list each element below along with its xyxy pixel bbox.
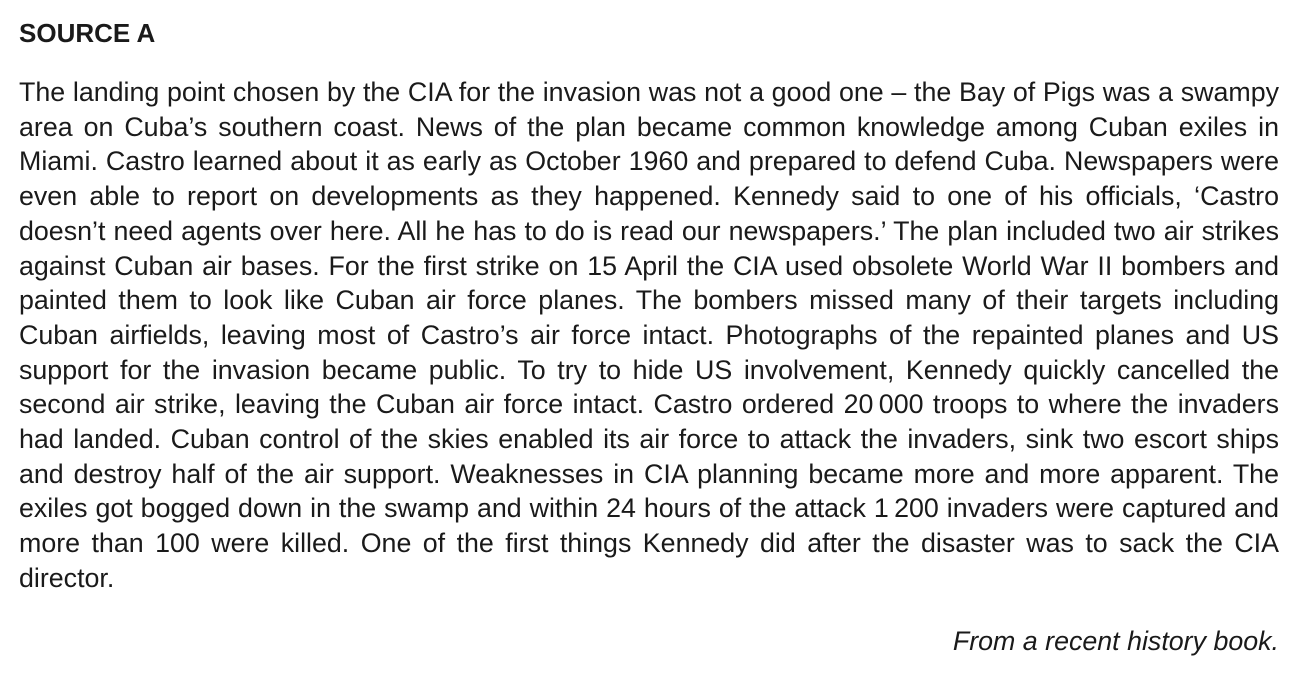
source-document [19,14,1279,658]
source-attribution: From a recent history book. [952,625,1279,656]
source-heading: SOURCE A [19,18,156,48]
source-body-text: The landing point chosen by the CIA for the invasion was not a good one – the Bay of Pigs was a swampy area on Cuba’s southern coast. News of the plan became common knowledge among Cuban exiles in Miami. Castro learned about it as early as October 1960 and prepared to defend Cuba. Newspapers were even able to report on developments as they happened. Kennedy said to one of his officials, ‘Castro doesn’t need agents over here. All he has to do is read our newspapers.’ The plan included two air strikes against Cuban air bases. For the first strike on 15 April the CIA used obsolete World War II bombers and painted them to look like Cuban air force planes. The bombers missed many of their targets including Cuban airfields, leaving most of Castro’s air force intact. Photographs of the repainted planes and US support for the invasion became public. To try to hide US involvement, Kennedy quickly cancelled the second air strike, leaving the Cuban air force intact. Castro ordered 20 000 troops to where the invaders had landed. Cuban control of the skies enabled its air force to attack the invaders, sink two escort ships and destroy half of the air support. Weaknesses in CIA planning became more and more apparent. The exiles got bogged down in the swamp and within 24 hours of the attack 1 200 invaders were captured and more than 100 were killed. One of the first things Kennedy did after the disaster was to sack the CIA director. [19,77,1279,593]
